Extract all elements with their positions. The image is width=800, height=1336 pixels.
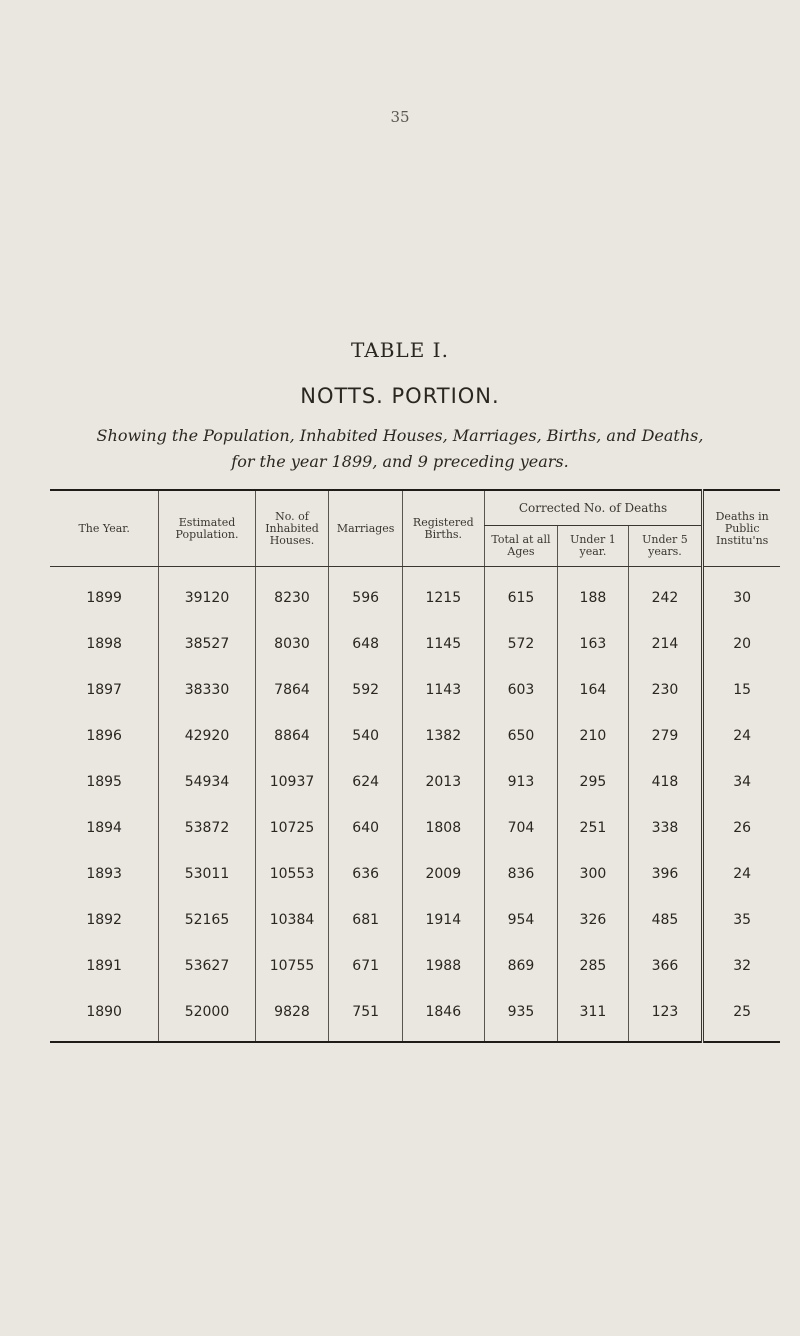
table-row bbox=[50, 943, 780, 989]
header-institutions: Deaths in Public Institu'ns bbox=[703, 490, 780, 567]
cell-institutions: 20 bbox=[703, 621, 780, 667]
header-deaths-group: Corrected No. of Deaths bbox=[484, 490, 703, 526]
table-row bbox=[50, 667, 780, 713]
cell-houses: 8230 bbox=[255, 567, 329, 622]
cell-births: 1914 bbox=[403, 897, 485, 943]
cell-institutions: 24 bbox=[703, 713, 780, 759]
cell-houses: 8030 bbox=[255, 621, 329, 667]
cell-under-5: 485 bbox=[628, 897, 703, 943]
cell-population: 38330 bbox=[159, 667, 255, 713]
cell-under-5: 366 bbox=[628, 943, 703, 989]
cell-institutions: 24 bbox=[703, 851, 780, 897]
header-marriages: Marriages bbox=[329, 490, 403, 567]
cell-under-5: 396 bbox=[628, 851, 703, 897]
cell-houses: 8864 bbox=[255, 713, 329, 759]
cell-houses: 10384 bbox=[255, 897, 329, 943]
header-houses: No. of Inhabited Houses. bbox=[255, 490, 329, 567]
cell-institutions: 30 bbox=[703, 567, 780, 622]
header-row-top bbox=[50, 490, 780, 526]
cell-year: 1896 bbox=[86, 728, 122, 744]
cell-institutions: 32 bbox=[703, 943, 780, 989]
cell-houses: 10725 bbox=[255, 805, 329, 851]
cell-population: 42920 bbox=[159, 713, 255, 759]
cell-births: 1382 bbox=[403, 713, 485, 759]
subtitle-line-2: for the year 1899, and 9 preceding years. bbox=[231, 452, 569, 471]
cell-births: 1143 bbox=[403, 667, 485, 713]
cell-population: 52165 bbox=[159, 897, 255, 943]
cell-population: 52000 bbox=[159, 989, 255, 1042]
cell-population: 53627 bbox=[159, 943, 255, 989]
cell-population: 54934 bbox=[159, 759, 255, 805]
table-row bbox=[50, 621, 780, 667]
header-under-5: Under 5 years. bbox=[628, 526, 703, 567]
cell-total-deaths: 836 bbox=[484, 851, 558, 897]
cell-institutions: 34 bbox=[703, 759, 780, 805]
cell-houses: 7864 bbox=[255, 667, 329, 713]
cell-year: 1894 bbox=[86, 820, 122, 836]
cell-marriages: 636 bbox=[329, 851, 403, 897]
cell-under-5: 123 bbox=[628, 989, 703, 1042]
header-population: Estimated Population. bbox=[159, 490, 255, 567]
cell-marriages: 592 bbox=[329, 667, 403, 713]
table-row bbox=[50, 713, 780, 759]
cell-year: 1893 bbox=[86, 866, 122, 882]
cell-marriages: 540 bbox=[329, 713, 403, 759]
header-under-1: Under 1 year. bbox=[558, 526, 628, 567]
cell-institutions: 26 bbox=[703, 805, 780, 851]
cell-institutions: 35 bbox=[703, 897, 780, 943]
page-number: 35 bbox=[390, 108, 410, 126]
cell-under-1: 251 bbox=[558, 805, 628, 851]
cell-under-5: 418 bbox=[628, 759, 703, 805]
cell-under-5: 279 bbox=[628, 713, 703, 759]
table-row bbox=[50, 897, 780, 943]
cell-under-1: 164 bbox=[558, 667, 628, 713]
cell-marriages: 671 bbox=[329, 943, 403, 989]
cell-under-5: 230 bbox=[628, 667, 703, 713]
cell-marriages: 596 bbox=[329, 567, 403, 622]
cell-year: 1890 bbox=[50, 989, 159, 1042]
cell-total-deaths: 572 bbox=[484, 621, 558, 667]
table-row bbox=[50, 759, 780, 805]
cell-under-1: 188 bbox=[558, 567, 628, 622]
table-row bbox=[50, 567, 780, 622]
cell-births: 1988 bbox=[403, 943, 485, 989]
region-title: NOTTS. PORTION. bbox=[300, 384, 500, 408]
cell-year: 1898 bbox=[86, 636, 122, 652]
cell-marriages: 751 bbox=[329, 989, 403, 1042]
cell-year: 1892 bbox=[86, 912, 122, 928]
cell-houses: 10553 bbox=[255, 851, 329, 897]
cell-year: 1895 bbox=[86, 774, 122, 790]
cell-total-deaths: 650 bbox=[484, 713, 558, 759]
cell-births: 1215 bbox=[403, 567, 485, 622]
cell-marriages: 648 bbox=[329, 621, 403, 667]
cell-year: 1897 bbox=[86, 682, 122, 698]
cell-total-deaths: 603 bbox=[484, 667, 558, 713]
cell-year: 1899 bbox=[86, 590, 122, 606]
cell-marriages: 681 bbox=[329, 897, 403, 943]
cell-total-deaths: 615 bbox=[484, 567, 558, 622]
header-year: The Year. bbox=[50, 490, 159, 567]
vital-statistics-table bbox=[50, 489, 780, 1043]
cell-under-5: 338 bbox=[628, 805, 703, 851]
subtitle-line-1: Showing the Population, Inhabited Houses, Marriages, Births, and Deaths, bbox=[96, 426, 704, 445]
cell-houses: 10755 bbox=[255, 943, 329, 989]
cell-institutions: 25 bbox=[703, 989, 780, 1042]
table-subtitle bbox=[40, 423, 760, 475]
cell-total-deaths: 954 bbox=[484, 897, 558, 943]
header-total-deaths: Total at all Ages bbox=[484, 526, 558, 567]
cell-total-deaths: 935 bbox=[484, 989, 558, 1042]
cell-population: 53872 bbox=[159, 805, 255, 851]
cell-total-deaths: 913 bbox=[484, 759, 558, 805]
cell-under-5: 242 bbox=[628, 567, 703, 622]
cell-births: 1145 bbox=[403, 621, 485, 667]
cell-under-1: 326 bbox=[558, 897, 628, 943]
table-label: TABLE I. bbox=[351, 338, 449, 362]
cell-under-1: 285 bbox=[558, 943, 628, 989]
cell-population: 38527 bbox=[159, 621, 255, 667]
cell-population: 53011 bbox=[159, 851, 255, 897]
cell-births: 2013 bbox=[403, 759, 485, 805]
cell-births: 2009 bbox=[403, 851, 485, 897]
cell-under-1: 295 bbox=[558, 759, 628, 805]
cell-year: 1891 bbox=[86, 958, 122, 974]
cell-births: 1846 bbox=[403, 989, 485, 1042]
cell-marriages: 624 bbox=[329, 759, 403, 805]
cell-under-1: 163 bbox=[558, 621, 628, 667]
cell-population: 39120 bbox=[159, 567, 255, 622]
cell-total-deaths: 704 bbox=[484, 805, 558, 851]
cell-institutions: 15 bbox=[703, 667, 780, 713]
header-births: Registered Births. bbox=[403, 490, 485, 567]
cell-marriages: 640 bbox=[329, 805, 403, 851]
table-row bbox=[50, 989, 780, 1042]
cell-under-5: 214 bbox=[628, 621, 703, 667]
cell-under-1: 300 bbox=[558, 851, 628, 897]
cell-total-deaths: 869 bbox=[484, 943, 558, 989]
table-row bbox=[50, 851, 780, 897]
cell-under-1: 311 bbox=[558, 989, 628, 1042]
cell-houses: 9828 bbox=[255, 989, 329, 1042]
cell-births: 1808 bbox=[403, 805, 485, 851]
cell-under-1: 210 bbox=[558, 713, 628, 759]
table-row bbox=[50, 805, 780, 851]
cell-houses: 10937 bbox=[255, 759, 329, 805]
